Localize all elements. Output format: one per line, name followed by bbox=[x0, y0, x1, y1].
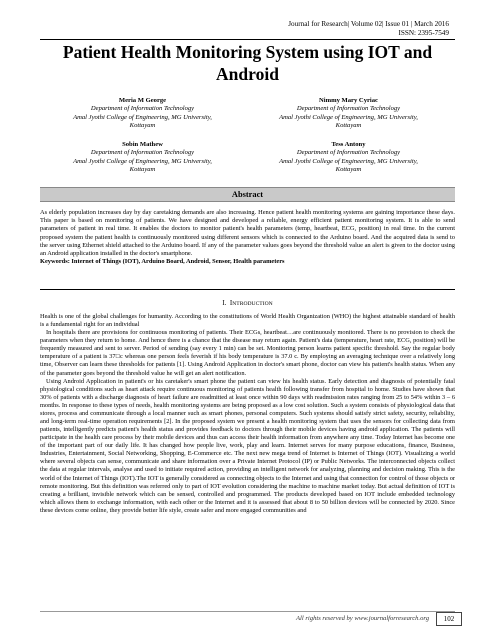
intro-paragraph: Using Android Application in patient's or his caretaker's smart phone the patient can view his health status. Early detection and diagnosis of potentially fatal physiological conditions such as heart attack require continuous monitoring of patients health following transfer from hospital to home. Studies have shown that 30% of patients with a discharge diagnosis of heart failure are readmitted at least once within 90 days with readmission rates ranging from 25 to 54% within 3 – 6 months. In response to these types of needs, health monitoring systems are being proposed as a low cost solution. Such a system consists of physiological data that stores, process and communicate through a local manner such as smart phones, personal computers. Such systems should satisfy strict safety, security, reliability, and long-term real-time operation requirements [2]. In the proposed system we present a health monitoring system that uses the sensors for collecting data from patients, intelligently predicts patient's health status and provides feedback to doctors through their mobile devices having android application. The patients will participate in the health care process by their mobile devices and thus can access their health information from anywhere any time. Today Internet has become one of the important part of our daily life. It has changed how people live, work, play and learn. Internet serves for many purpose educations, finance, Business, Industries, Entertainment, Social Networking, Shopping, E-Commerce etc. The next new mega trend of Internet is Internet of Things (IOT). Visualizing a world where several objects can sense, communicate and share information over a Private Internet Protocol (IP) or Public Networks. The interconnected objects collect the data at regular intervals, analyse and used to initiate required action, providing an intelligent network for analyzing, planning and decision making. This is the world of the Internet of Things (IOT).The IOT is generally considered as connecting objects to the Internet and using that connection for control of those objects or remote monitoring. But this definition was referred only to part of IOT evolution considering the machine to machine market today. But actual definition of IOT is creating a brilliant, invisible network which can be sensed, controlled and programmed. The products developed based on IOT include embedded technology which allows them to exchange information, with each other or the Internet and it is assessed that about 8 to 50 billion devices will be connected by 2020. Since these devices come online, they provide better life style, create safer and more engaged communities and bbox=[40, 377, 455, 514]
author-name: Meria M George bbox=[118, 97, 167, 104]
journal-issn-line: ISSN: 2395-7549 bbox=[398, 29, 449, 37]
author-college: Amal Jyothi College of Engineering, MG University, bbox=[279, 113, 418, 121]
author-place: Kottayam bbox=[129, 166, 156, 174]
author-block-2 bbox=[246, 97, 451, 131]
author-department: Department of Information Technology bbox=[296, 105, 401, 113]
author-block-1 bbox=[40, 97, 245, 131]
author-block-4 bbox=[246, 141, 451, 175]
journal-volume-line: Journal for Research| Volume 02| Issue 01 | March 2016 bbox=[288, 20, 449, 28]
abstract-text: As elderly population increases day by day caretaking demands are also increasing. Hence patient health monitoring systems are gaining importance these days. This paper is based on monitoring of patients. We have designed and developed a reliable, energy efficient patient monitoring system. It is able to send parameters of patient in real time. It enables the doctors to monitor patient's health parameters (temp, heartbeat, ECG, position) in real time. In the current proposed system the patient health is continuously monitored using different sensors which is connected to the Arduino board. And the acquired data is send to the server using Ethernet shield attached to the Arduino board. If any of the parameter values goes beyond the threshold value an alert is given to the doctor using an Android application installed in the doctor's smartphone. bbox=[40, 209, 455, 258]
author-place: Kottayam bbox=[129, 122, 156, 130]
author-place: Kottayam bbox=[335, 166, 362, 174]
intro-paragraph: In hospitals there are provisions for continuous monitoring of patients. Their ECGs, heartbeat…are continuously monitored. There is no provision to check the parameters when they return to home. And hence there is a chance that the disease may return again. Patient's data (temperature, heart rate, ECG, position) will be frequently measured and sent to server. Period of sending (say every 1 min) can be set. Monitoring person learns patient specific threshold. Say the regular body temperature of a patient is 37□c whereas one person feels feverish if his body temperature is 37.0 c. By employing an averaging technique over a relatively long time, Observer can learn these thresholds for patients [1]. Using Android Application in doctor's smart phone, doctor can view his patient's health status. When any of the parameter goes beyond the threshold value he will get an alert notification. bbox=[40, 329, 455, 377]
author-college: Amal Jyothi College of Engineering, MG University, bbox=[279, 157, 418, 165]
journal-header bbox=[288, 20, 449, 38]
section-numeral: I. bbox=[222, 299, 227, 307]
author-name: Nimmy Mary Cyriac bbox=[319, 97, 378, 104]
abstract-heading-bar bbox=[40, 187, 455, 202]
page-number: 102 bbox=[436, 612, 462, 626]
section-divider bbox=[40, 289, 455, 290]
abstract-heading: Abstract bbox=[231, 190, 264, 199]
author-block-3 bbox=[40, 141, 245, 175]
section-title-rest: NTRODUCTION bbox=[232, 301, 273, 307]
author-college: Amal Jyothi College of Engineering, MG University, bbox=[73, 113, 212, 121]
keywords: Keywords: Internet of Things (IOT), Arduino Board, Android, Sensor, Health parameters bbox=[40, 258, 285, 266]
author-name: Tess Antony bbox=[331, 141, 366, 148]
author-place: Kottayam bbox=[335, 122, 362, 130]
abstract-section bbox=[40, 209, 455, 266]
author-department: Department of Information Technology bbox=[90, 105, 195, 113]
paper-title: Patient Health Monitoring System using IOT and Android bbox=[62, 42, 433, 84]
footer-rights: All rights reserved by www.journalforresearch.org bbox=[296, 615, 429, 622]
author-name: Sobin Mathew bbox=[122, 141, 163, 148]
section-heading bbox=[40, 299, 455, 309]
introduction-body bbox=[40, 313, 455, 515]
author-college: Amal Jyothi College of Engineering, MG University, bbox=[73, 157, 212, 165]
intro-paragraph: Health is one of the global challenges for humanity. According to the constitutions of World Health Organization (WHO) the highest attainable standard of health is a fundamental right for an individual bbox=[40, 313, 455, 329]
author-department: Department of Information Technology bbox=[90, 149, 195, 157]
footer-rule bbox=[40, 611, 455, 612]
section-initial: I bbox=[229, 299, 233, 307]
header-rule bbox=[40, 39, 455, 40]
author-department: Department of Information Technology bbox=[296, 149, 401, 157]
